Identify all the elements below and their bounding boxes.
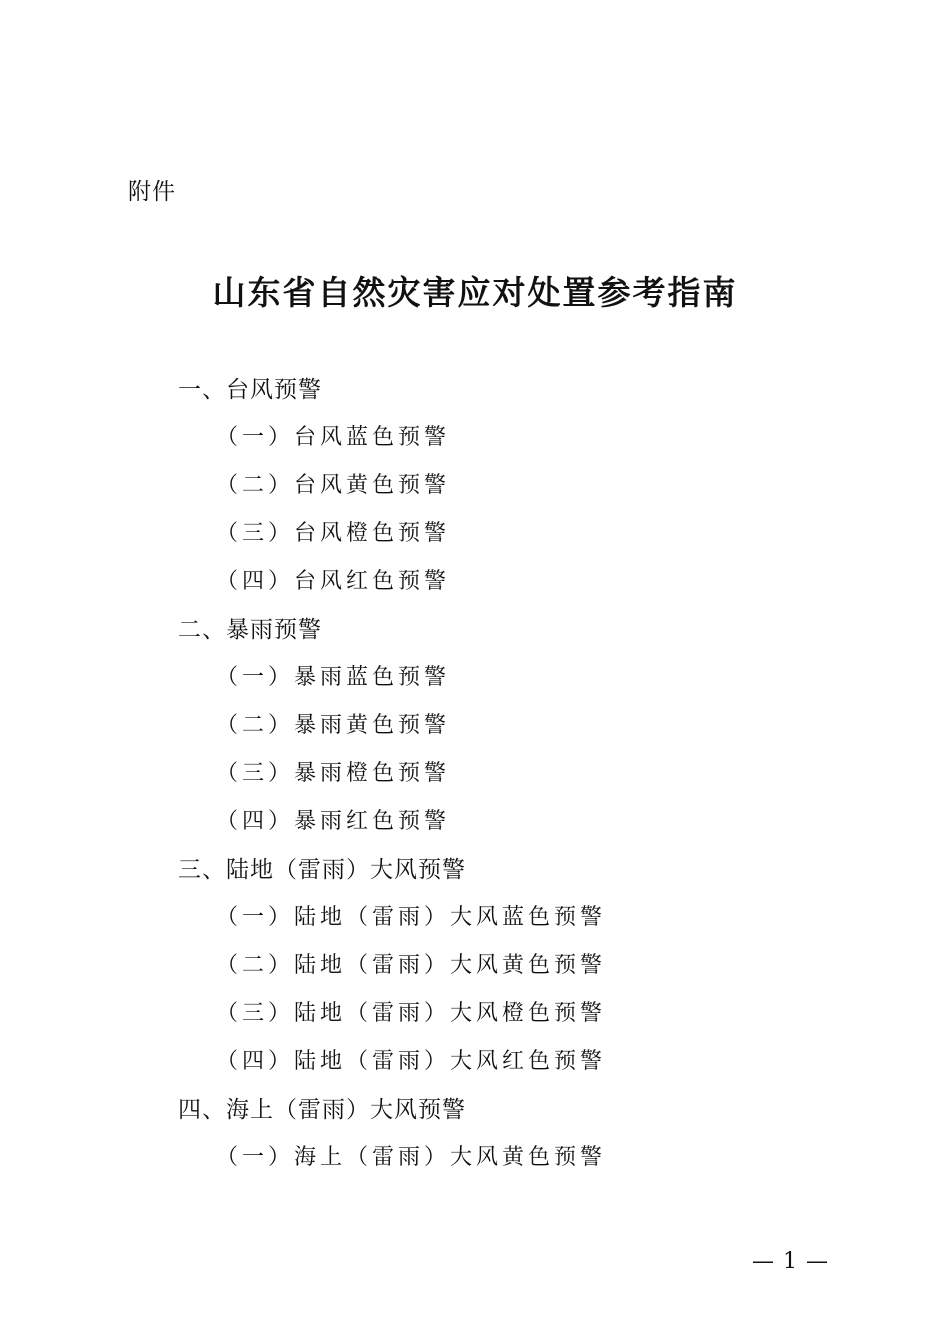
section-title: 四、海上（雷雨）大风预警 xyxy=(178,1097,466,1123)
sub-item: （一）海上（雷雨）大风黄色预警 xyxy=(216,1145,607,1170)
sub-item: （二）陆地（雷雨）大风黄色预警 xyxy=(216,953,607,978)
sub-item: （三）暴雨橙色预警 xyxy=(216,761,451,786)
sub-item: （四）陆地（雷雨）大风红色预警 xyxy=(216,1049,607,1074)
sub-item-list xyxy=(0,654,950,846)
sub-item-list xyxy=(0,894,950,1086)
table-of-contents xyxy=(0,366,950,1182)
sub-item: （三）陆地（雷雨）大风橙色预警 xyxy=(216,1001,607,1026)
page-number: — 1 — xyxy=(752,1249,829,1274)
section-title: 三、陆地（雷雨）大风预警 xyxy=(178,857,466,883)
sub-item: （一）台风蓝色预警 xyxy=(216,425,451,450)
sub-item-list xyxy=(0,414,950,606)
sub-item-list xyxy=(0,1134,950,1182)
sub-item: （四）台风红色预警 xyxy=(216,569,451,594)
sub-item: （二）暴雨黄色预警 xyxy=(216,713,451,738)
toc-section xyxy=(0,606,950,846)
sub-item: （一）陆地（雷雨）大风蓝色预警 xyxy=(216,905,607,930)
attachment-label: 附件 xyxy=(128,179,176,205)
section-title: 二、暴雨预警 xyxy=(178,617,322,643)
toc-section xyxy=(0,1086,950,1182)
sub-item: （三）台风橙色预警 xyxy=(216,521,451,546)
sub-item: （四）暴雨红色预警 xyxy=(216,809,451,834)
toc-section xyxy=(0,366,950,606)
toc-section xyxy=(0,846,950,1086)
section-title: 一、台风预警 xyxy=(178,377,322,403)
sub-item: （一）暴雨蓝色预警 xyxy=(216,665,451,690)
document-title: 山东省自然灾害应对处置参考指南 xyxy=(212,273,738,312)
sub-item: （二）台风黄色预警 xyxy=(216,473,451,498)
